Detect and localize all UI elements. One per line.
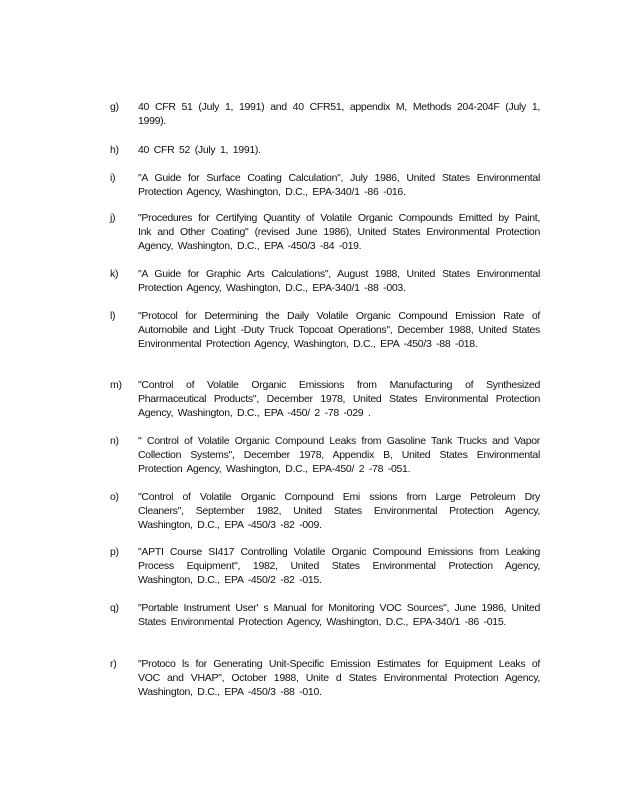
- reference-label: j): [110, 212, 116, 224]
- reference-label: n): [110, 435, 119, 447]
- reference-text: 40 CFR 51 (July 1, 1991) and 40 CFR51, appendix M, Methods 204-204F (July 1, 1999).: [138, 101, 540, 127]
- reference-label: p): [110, 546, 119, 558]
- reference-text: "Control of Volatile Organic Compound Emi ssions from Large Petroleum Dry Cleaners", September 1982, United States Environmental Protection Agency, Washington, D.C., EPA -450/3 -82 -009.: [138, 491, 540, 531]
- reference-text: "Protoco ls for Generating Unit-Specific Emission Estimates for Equipment Leaks of VOC and VHAP", October 1988, Unite d States Environmental Protection Agency, Washington, D.C., EPA -450/3 -88 -010.: [138, 658, 540, 698]
- reference-label: q): [110, 602, 119, 614]
- reference-text: "Protocol for Determining the Daily Volatile Organic Compound Emission Rate of Automobile and Light -Duty Truck Topcoat Operations", December 1988, United States Environmental Protection Agency, Washington, D.C., EPA -450/3 -88 -018.: [138, 310, 540, 350]
- reference-label: o): [110, 491, 119, 503]
- reference-text: "APTI Course SI417 Controlling Volatile Organic Compound Emissions from Leaking Process Equipment", 1982, United States Environmental Protection Agency, Washington, D.C., EPA -450/2 -82 -015.: [138, 546, 540, 586]
- reference-label: m): [110, 379, 122, 391]
- reference-text: "A Guide for Surface Coating Calculation", July 1986, United States Environmental Protection Agency, Washington, D.C., EPA-340/1 -86 -016.: [138, 172, 540, 198]
- reference-text: "A Guide for Graphic Arts Calculations", August 1988, United States Environmental Protection Agency, Washington, D.C., EPA-340/1 -88 -003.: [138, 268, 540, 294]
- reference-label: h): [110, 144, 119, 156]
- reference-text: "Procedures for Certifying Quantity of Volatile Organic Compounds Emitted by Paint, Ink and Other Coating" (revised June 1986), United States Environmental Protection Agency, Washington, D.C., EPA -450/3 -84 -019.: [138, 212, 540, 252]
- reference-label: r): [110, 658, 117, 670]
- reference-label: l): [110, 310, 116, 322]
- reference-label: g): [110, 101, 119, 113]
- reference-text: 40 CFR 52 (July 1, 1991).: [138, 144, 261, 156]
- reference-label: i): [110, 172, 116, 184]
- reference-label: k): [110, 268, 119, 280]
- reference-text: "Control of Volatile Organic Emissions from Manufacturing of Synthesized Pharmaceutical Products", December 1978, United States Environmental Protection Agency, Washington, D.C., EPA -450/ 2 -78 -029 .: [138, 379, 540, 419]
- reference-text: "Portable Instrument User' s Manual for Monitoring VOC Sources", June 1986, United States Environmental Protection Agency, Washington, D.C., EPA-340/1 -86 -015.: [138, 602, 540, 628]
- reference-text: " Control of Volatile Organic Compound Leaks from Gasoline Tank Trucks and Vapor Collection Systems", December 1978, Appendix B, United States Environmental Protection Agency, Washington, D.C., EPA-450/ 2 -78 -051.: [138, 435, 540, 475]
